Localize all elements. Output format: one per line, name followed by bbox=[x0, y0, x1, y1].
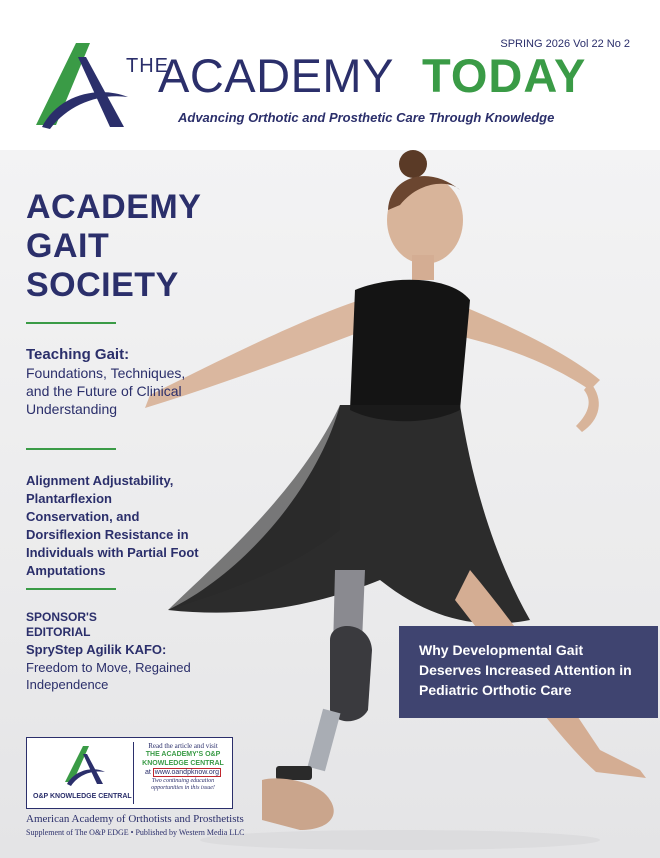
sponsor-label-line-1: SPONSOR'S bbox=[26, 610, 97, 624]
knowledge-central-box bbox=[26, 737, 233, 809]
kc-info bbox=[137, 742, 229, 792]
sponsor-label-line-2: EDITORIAL bbox=[26, 625, 91, 639]
masthead-academy: ACADEMY bbox=[158, 49, 394, 102]
kc-green-line-2: KNOWLEDGE CENTRAL bbox=[142, 760, 224, 767]
green-divider bbox=[26, 448, 116, 450]
knowledge-central-logo bbox=[31, 742, 131, 804]
masthead-tagline: Advancing Orthotic and Prosthetic Care Through Knowledge bbox=[178, 110, 555, 125]
kc-url-line bbox=[137, 768, 229, 777]
kc-divider bbox=[133, 742, 134, 804]
masthead bbox=[0, 0, 660, 150]
kc-logo-text: O&P KNOWLEDGE CENTRAL bbox=[33, 793, 132, 800]
kc-green-line-1: THE ACADEMY'S O&P bbox=[145, 751, 221, 758]
issue-label: SPRING 2026 Vol 22 No 2 bbox=[500, 38, 630, 50]
kc-logo-icon bbox=[31, 742, 131, 788]
kc-ce-note: Two continuing education opportunities in this issue! bbox=[151, 778, 215, 791]
footer-supplement: Supplement of The O&P EDGE • Published by Western Media LLC bbox=[26, 828, 245, 837]
kc-at: at bbox=[144, 769, 151, 776]
sponsor-title: SpryStep Agilik KAFO: bbox=[26, 642, 167, 657]
kc-url-link[interactable]: www.oandpknow.org bbox=[154, 769, 219, 776]
feature-callout: Why Developmental Gait Deserves Increased Attention in Pediatric Orthotic Care bbox=[399, 626, 658, 718]
teaser-2: Alignment Adjustability, Plantarflexion Conservation, and Dorsiflexion Resistance in Individuals with Partial Foot Amputations bbox=[26, 473, 199, 578]
headline-line-2: GAIT bbox=[26, 227, 110, 265]
cover-headline bbox=[26, 188, 201, 305]
academy-logo-icon bbox=[28, 35, 138, 135]
teaser-1-title: Teaching Gait: bbox=[26, 346, 130, 363]
sponsor-body: Freedom to Move, Regained Independence bbox=[26, 660, 191, 692]
masthead-the: THE bbox=[126, 55, 169, 77]
teaser-1-body: Foundations, Techniques, and the Future of Clinical Understanding bbox=[26, 365, 186, 417]
sponsor-label bbox=[26, 610, 97, 640]
masthead-today: TODAY bbox=[422, 49, 587, 102]
headline-line-1: ACADEMY bbox=[26, 188, 202, 226]
footer-org: American Academy of Orthotists and Prosthetists bbox=[26, 813, 244, 825]
kc-read-text: Read the article and visit bbox=[148, 742, 218, 750]
green-divider bbox=[26, 588, 116, 590]
green-divider bbox=[26, 322, 116, 324]
headline-line-3: SOCIETY bbox=[26, 266, 179, 304]
